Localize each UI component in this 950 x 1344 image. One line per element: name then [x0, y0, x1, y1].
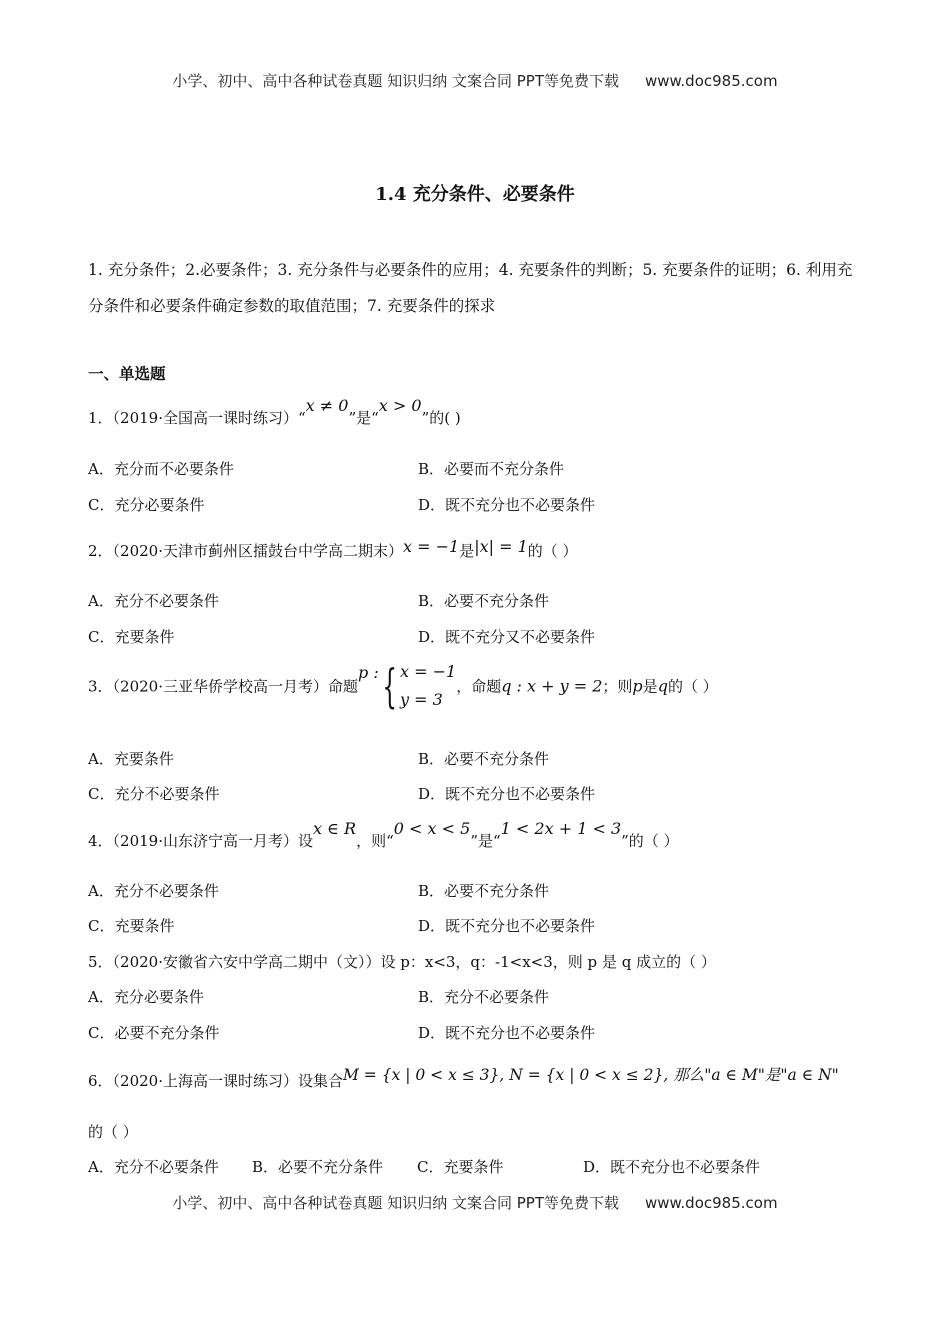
question-text: ”是“	[470, 832, 501, 850]
option-c: C．充分不必要条件	[88, 785, 220, 803]
page-title: 1.4 充分条件、必要条件	[375, 184, 575, 205]
header-text: 小学、初中、高中各种试卷真题 知识归纳 文案合同 PPT等免费下载	[172, 72, 619, 90]
question-6-continued: 的（ ）	[88, 1123, 138, 1141]
question-5	[88, 951, 716, 972]
question-text: 的（ ）	[527, 542, 578, 560]
math-expr: q : x + y = 2	[501, 676, 603, 696]
footer-url[interactable]: www.doc985.com	[644, 1194, 778, 1212]
system-line: x = −1	[400, 662, 457, 681]
question-text: ”的（ ）	[621, 832, 679, 850]
option-b: B．充分不必要条件	[418, 988, 550, 1006]
math-expr: x = −1	[403, 537, 460, 556]
option-d: D．既不充分也不必要条件	[418, 496, 596, 514]
question-text: ”是“	[348, 409, 379, 427]
question-number: 3．	[88, 677, 113, 696]
footer-text: 小学、初中、高中各种试卷真题 知识归纳 文案合同 PPT等免费下载	[172, 1194, 619, 1212]
math-expr: 1 < 2x + 1 < 3	[500, 819, 622, 838]
option-a: A．充分而不必要条件	[88, 460, 234, 478]
question-text: ，则“	[356, 832, 394, 850]
question-1	[88, 396, 461, 428]
math-expr: 0 < x < 5	[393, 819, 471, 838]
option-c: C．充分必要条件	[88, 496, 205, 514]
equation-system	[379, 658, 456, 714]
quote-open: “	[298, 409, 306, 427]
option-d: D．既不充分也不必要条件	[418, 1024, 596, 1042]
question-number: 1．	[88, 409, 113, 427]
question-3	[88, 658, 718, 714]
question-text: 是	[459, 542, 475, 560]
option-c: C．充要条件	[88, 628, 175, 646]
option-d: D．既不充分又不必要条件	[418, 628, 596, 646]
option-a: A．充分不必要条件	[88, 1158, 219, 1176]
option-d: D．既不充分也不必要条件	[418, 917, 596, 935]
question-text: ”的( )	[421, 409, 461, 427]
question-number: 6．	[88, 1072, 113, 1090]
option-b: B．必要不充分条件	[418, 882, 550, 900]
option-a: A．充要条件	[88, 750, 174, 768]
math-expr: p :	[358, 662, 379, 682]
header-url[interactable]: www.doc985.com	[644, 72, 778, 90]
math-expr: M = {x | 0 < x ≤ 3}, N = {x | 0 < x ≤ 2}, 那么"a ∈ M"是"a ∈ N"	[343, 1066, 839, 1084]
page-footer	[0, 1192, 950, 1213]
question-6	[88, 1066, 839, 1091]
math-expr: x ∈ R	[313, 819, 357, 838]
option-b: B．必要不充分条件	[418, 592, 550, 610]
question-2	[88, 537, 578, 561]
topic-list: 1. 充分条件；2.必要条件；3. 充分条件与必要条件的应用；4. 充要条件的判断；5. 充要条件的证明；6. 利用充分条件和必要条件确定参数的取值范围；7. 充要条件的探求	[88, 261, 853, 315]
question-4	[88, 819, 679, 851]
option-a: A．充分必要条件	[88, 988, 204, 1006]
math-expr: x ≠ 0	[305, 396, 349, 415]
left-brace-icon: {	[382, 659, 397, 713]
system-line: y = 3	[400, 690, 443, 709]
question-source: （2020·安徽省六安中学高二期中（文））设 p：x<3，q：-1<x<3，则 p 是 q 成立的（ ）	[112, 953, 716, 971]
option-d: D．既不充分也不必要条件	[583, 1158, 761, 1176]
math-expr: |x| = 1	[474, 537, 528, 556]
option-d: D．既不充分也不必要条件	[418, 785, 596, 803]
option-c: C．充要条件	[88, 917, 175, 935]
section-heading: 一、单选题	[88, 364, 166, 383]
option-b: B．必要不充分条件	[418, 750, 550, 768]
question-source: （2020·天津市蓟州区擂鼓台中学高二期末）	[112, 542, 403, 560]
question-number: 5．	[88, 953, 113, 971]
question-source: （2019·全国高一课时练习）	[112, 409, 298, 427]
math-expr: x > 0	[378, 396, 422, 415]
question-number: 2．	[88, 542, 113, 560]
question-text: 的（ ）	[667, 677, 718, 696]
question-source: （2019·山东济宁高一月考）设	[112, 832, 313, 850]
option-c: C．充要条件	[417, 1158, 504, 1176]
option-c: C．必要不充分条件	[88, 1024, 220, 1042]
option-a: A．充分不必要条件	[88, 882, 219, 900]
option-a: A．充分不必要条件	[88, 592, 219, 610]
question-text: 是	[642, 677, 658, 696]
question-source: （2020·三亚华侨学校高一月考）命题	[112, 677, 358, 696]
option-b: B．必要而不充分条件	[418, 460, 565, 478]
question-text: ，命题	[456, 677, 502, 696]
option-b: B．必要不充分条件	[252, 1158, 384, 1176]
math-expr: p	[632, 676, 643, 696]
question-number: 4．	[88, 832, 113, 850]
question-source: （2020·上海高一课时练习）设集合	[112, 1072, 343, 1090]
page-header	[0, 70, 950, 91]
question-text: ；则	[602, 677, 633, 696]
math-expr: q	[657, 676, 668, 696]
